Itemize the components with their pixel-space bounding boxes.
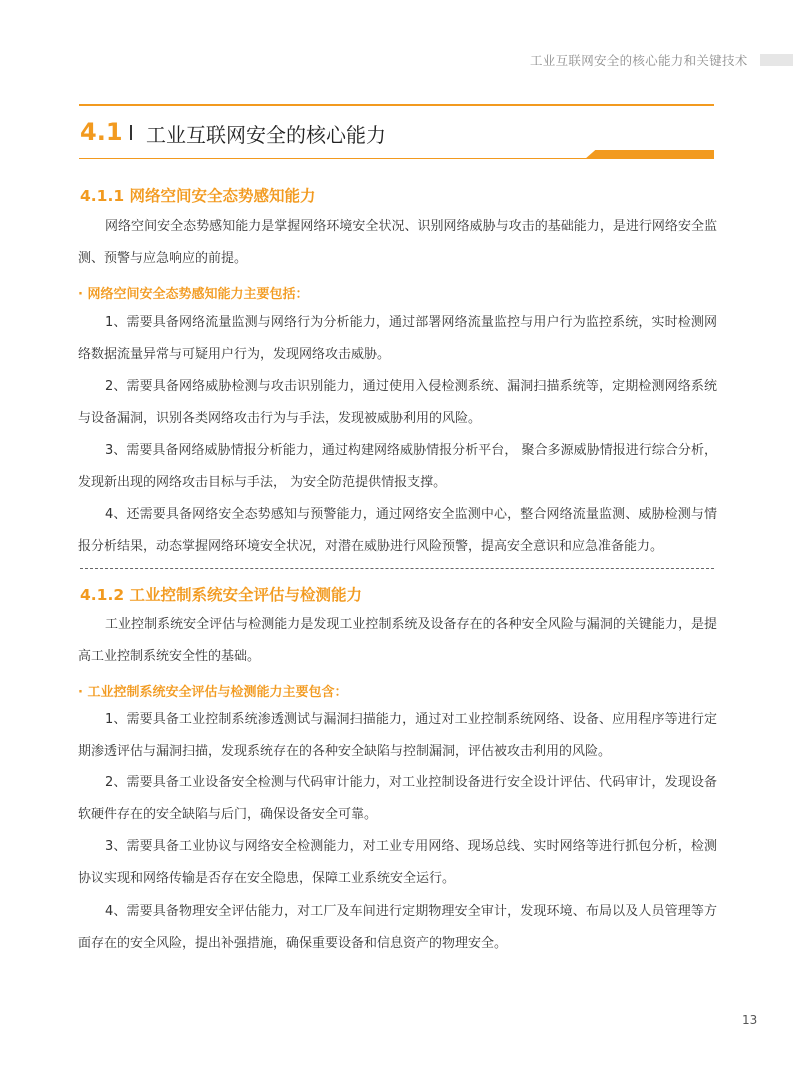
list-item-4-1-2-4: 4、需要具备物理安全评估能力，对工厂及车间进行定期物理安全审计，发现环境、布局以及人员管理等方面存在的安全风险，提出补强措施，确保重要设备和信息资产的物理安全。 — [78, 904, 717, 951]
subsection-heading-4-1-1: 4.1.1 网络空间安全态势感知能力 — [80, 187, 316, 205]
subsection-intro-4-1-1: 网络空间安全态势感知能力是掌握网络环境安全状况、识别网络威胁与攻击的基础能力，是进行网络安全监测、预警与应急响应的前提。 — [78, 219, 717, 266]
header-decoration-block — [760, 54, 793, 66]
list-item-4-1-1-1: 1、需要具备网络流量监测与网络行为分析能力，通过部署网络流量监控与用户行为监控系统，实时检测网络数据流量异常与可疑用户行为，发现网络攻击威胁。 — [78, 315, 717, 362]
list-item-4-1-1-3: 3、需要具备网络威胁情报分析能力，通过构建网络威胁情报分析平台， 聚合多源威胁情报进行综合分析，发现新出现的网络攻击目标与手法， 为安全防范提供情报支撑。 — [78, 443, 717, 490]
dashed-separator — [80, 568, 714, 569]
list-item-4-1-2-1: 1、需要具备工业控制系统渗透测试与漏洞扫描能力，通过对工业控制系统网络、设备、应用程序等进行定期渗透评估与漏洞扫描，发现系统存在的各种安全缺陷与控制漏洞，评估被攻击利用的风险。 — [78, 712, 717, 759]
page-number: 13 — [742, 1013, 758, 1027]
list-item-4-1-1-2: 2、需要具备网络威胁检测与攻击识别能力，通过使用入侵检测系统、漏洞扫描系统等，定期检测网络系统与设备漏洞，识别各类网络攻击行为与手法，发现被威胁利用的风险。 — [78, 379, 717, 426]
subsection-heading-4-1-2: 4.1.2 工业控制系统安全评估与检测能力 — [80, 586, 363, 604]
list-item-4-1-2-2: 2、需要具备工业设备安全检测与代码审计能力，对工业控制设备进行安全设计评估、代码审计，发现设备软硬件存在的安全缺陷与后门，确保设备安全可靠。 — [78, 775, 717, 822]
section-accent-wedge — [585, 150, 714, 159]
header-rule — [79, 104, 714, 106]
subsection-intro-4-1-2: 工业控制系统安全评估与检测能力是发现工业控制系统及设备存在的各种安全风险与漏洞的关键能力，是提高工业控制系统安全性的基础。 — [78, 617, 717, 664]
section-number: 4.1 — [80, 118, 123, 146]
running-header-title: 工业互联网安全的核心能力和关键技术 — [530, 53, 748, 68]
section-title: 工业互联网安全的核心能力 — [146, 123, 386, 147]
list-heading-4-1-1: · 网络空间安全态势感知能力主要包括： — [78, 287, 309, 302]
list-heading-4-1-2: · 工业控制系统安全评估与检测能力主要包含： — [78, 685, 348, 700]
list-item-4-1-2-3: 3、需要具备工业协议与网络安全检测能力，对工业专用网络、现场总线、实时网络等进行抓包分析，检测协议实现和网络传输是否存在安全隐患，保障工业系统安全运行。 — [78, 839, 717, 886]
list-item-4-1-1-4: 4、还需要具备网络安全态势感知与预警能力，通过网络安全监测中心，整合网络流量监测、威胁检测与情报分析结果，动态掌握网络环境安全状况，对潜在威胁进行风险预警，提高安全意识和应急准备能力。 — [78, 507, 717, 554]
section-divider-bar — [130, 125, 132, 140]
